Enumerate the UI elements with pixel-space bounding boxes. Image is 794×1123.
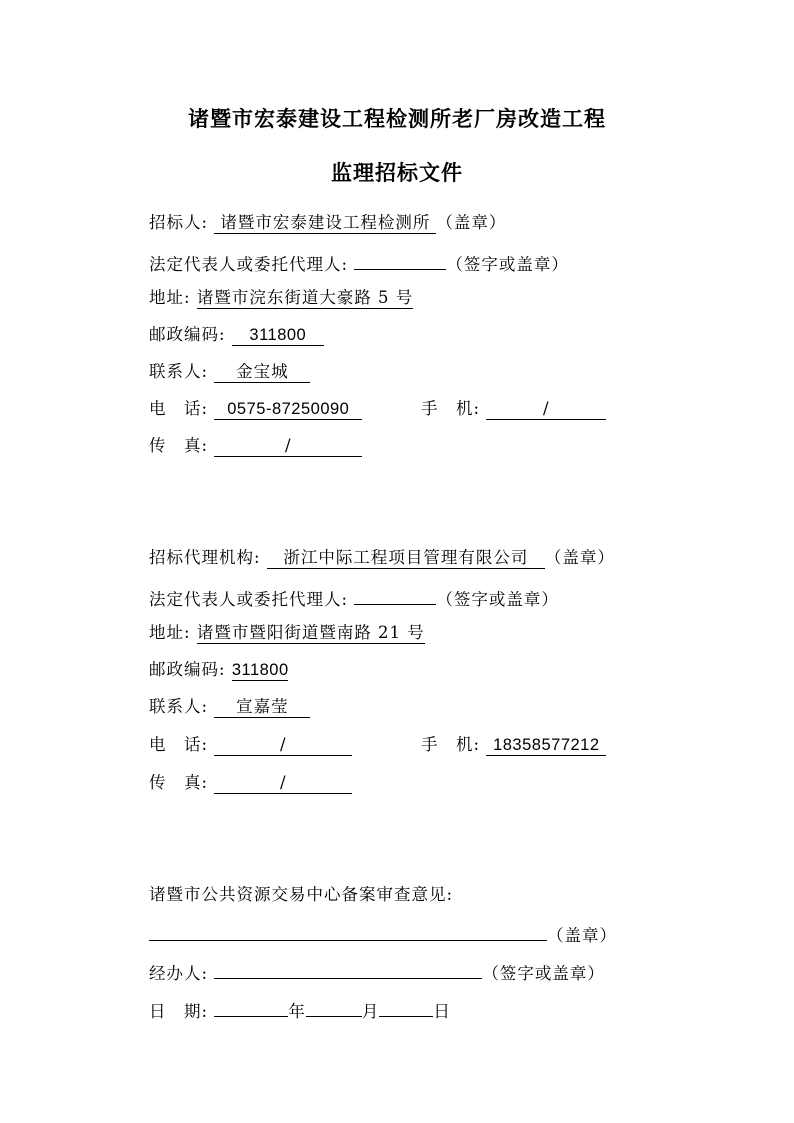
tenderer-rep-row (149, 249, 569, 273)
agency-address: 诸暨市暨阳街道暨南路 21 号 (196, 623, 425, 642)
agency-contact-label: 联系人: (149, 697, 209, 716)
tenderer-seal-note: （盖章） (436, 213, 507, 232)
review-year-label: 年 (288, 1002, 306, 1021)
agency-postcode-label: 邮政编码: (149, 660, 226, 679)
agency-label: 招标代理机构: (149, 548, 261, 567)
agency-mobile-label: 手 机: (421, 735, 481, 754)
review-date-row (149, 996, 451, 1020)
agency-fax-row (149, 771, 352, 795)
review-day-line (379, 996, 433, 1017)
agency-mobile-group (421, 733, 606, 757)
tenderer-fax-row (149, 434, 362, 458)
tenderer-fax-label: 传 真: (149, 436, 209, 455)
agency-fax: / (214, 773, 352, 794)
agency-name: 浙江中际工程项目管理有限公司 (267, 548, 545, 569)
agency-rep-label: 法定代表人或委托代理人: (149, 590, 349, 609)
agency-contact-row (149, 695, 310, 719)
review-seal-row (149, 920, 617, 944)
tenderer-contact: 金宝城 (214, 362, 310, 383)
agency-address-row (149, 621, 425, 645)
review-month-label: 月 (361, 1002, 380, 1021)
tenderer-rep-field (354, 249, 446, 270)
agency-phone-label: 电 话: (149, 735, 209, 754)
agency-postcode-row (149, 658, 288, 682)
tenderer-postcode-label: 邮政编码: (149, 325, 226, 344)
agency-seal-note: （盖章） (544, 548, 615, 567)
review-handler-label: 经办人: (149, 964, 209, 983)
document-title-line2: 监理招标文件 (331, 160, 463, 185)
tenderer-mobile-group (421, 397, 606, 421)
tenderer-fax: / (214, 436, 362, 457)
tenderer-address-label: 地址: (149, 288, 191, 307)
tenderer-rep-label: 法定代表人或委托代理人: (149, 255, 349, 274)
agency-address-label: 地址: (149, 623, 191, 642)
tenderer-rep-note: （签字或盖章） (446, 255, 569, 274)
tenderer-mobile-label: 手 机: (421, 399, 481, 418)
tenderer-phone-row (149, 397, 629, 421)
agency-rep-note: （签字或盖章） (436, 590, 559, 609)
agency-fax-label: 传 真: (149, 773, 209, 792)
tenderer-postcode-row (149, 323, 324, 347)
agency-mobile: 18358577212 (486, 735, 606, 756)
tenderer-address: 诸暨市浣东街道大豪路 5 号 (196, 288, 414, 307)
review-month-line (306, 996, 362, 1017)
agency-row (149, 546, 615, 570)
agency-rep-row (149, 584, 559, 608)
agency-postcode: 311800 (231, 661, 289, 679)
tenderer-mobile: / (486, 399, 606, 420)
agency-phone-row (149, 733, 629, 757)
tenderer-row (149, 211, 506, 235)
review-heading: 诸暨市公共资源交易中心备案审查意见: (149, 885, 454, 904)
review-date-label: 日 期: (149, 1002, 209, 1021)
review-handler-line (214, 958, 482, 979)
review-handler-row (149, 958, 605, 982)
review-year-line (214, 996, 288, 1017)
tenderer-phone-label: 电 话: (149, 399, 209, 418)
agency-phone: / (214, 735, 352, 756)
tenderer-phone: 0575-87250090 (214, 399, 362, 420)
tenderer-contact-row (149, 360, 310, 384)
review-handler-note: （签字或盖章） (482, 964, 605, 983)
document-title-line1: 诸暨市宏泰建设工程检测所老厂房改造工程 (188, 106, 606, 131)
review-seal-note: （盖章） (547, 926, 617, 945)
tenderer-contact-label: 联系人: (149, 362, 209, 381)
tenderer-postcode: 311800 (232, 325, 324, 346)
review-opinion-line (149, 920, 547, 941)
tenderer-label: 招标人: (149, 213, 209, 232)
agency-contact: 宣嘉莹 (214, 697, 310, 718)
tenderer-name: 诸暨市宏泰建设工程检测所 (214, 213, 436, 234)
agency-rep-field (354, 584, 436, 605)
tenderer-address-row (149, 286, 413, 310)
review-day-label: 日 (433, 1002, 451, 1021)
